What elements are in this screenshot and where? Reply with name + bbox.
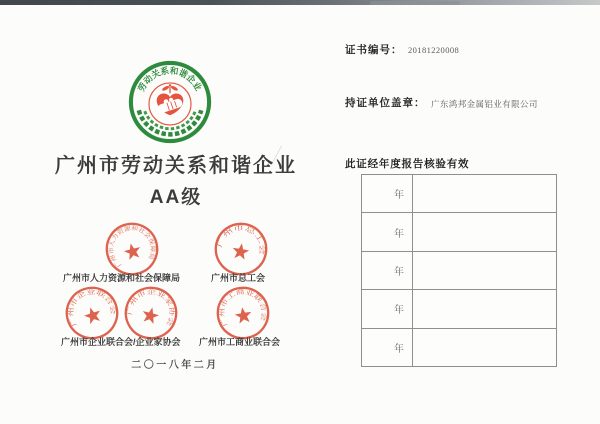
verification-cell xyxy=(413,213,556,250)
issue-date: 二〇一八年二月 xyxy=(131,360,219,371)
certificate-grade: AA级 xyxy=(149,187,203,208)
year-cell: 年 xyxy=(362,252,413,289)
issuer-label-trade-union: 广州市总工会 xyxy=(211,273,266,283)
sprout-leaf-left xyxy=(161,85,169,92)
seal-ring-text: 广州市总工会 xyxy=(214,223,268,252)
table-row xyxy=(362,213,556,251)
table-row xyxy=(362,175,556,213)
verification-cell xyxy=(413,329,556,366)
svg-text:广州市工商业联合会 xyxy=(213,283,271,330)
issuer-label-hr-bureau: 广州市人力资源和社会保障局 xyxy=(63,273,181,283)
seal-star-icon xyxy=(82,305,103,325)
holder-company-name: 广东鸿邦金属铝业有限公司 xyxy=(431,99,538,109)
table-row xyxy=(362,252,556,290)
verification-cell xyxy=(413,252,556,289)
verification-cell xyxy=(413,175,556,212)
verification-cell xyxy=(413,290,556,327)
seal-star-icon xyxy=(123,241,143,260)
cert-number-label: 证书编号： xyxy=(345,44,403,56)
seal-ring-text: 广州市企业联合会 xyxy=(67,289,116,328)
seal-star-icon xyxy=(231,242,250,260)
scan-edge-dark-patch xyxy=(370,1,460,5)
seal-star-icon xyxy=(234,306,253,324)
seal-ring-text: 广州市工商业联合会 xyxy=(219,289,268,328)
issuer-label-enterprise-associations: 广州市企业联合会/企业家协会 xyxy=(61,337,181,347)
sprout-leaf-right xyxy=(170,85,178,92)
issuer-label-industry-commerce: 广州市工商业联合会 xyxy=(199,337,281,347)
emblem-arc-text: 劳动关系和谐企业 xyxy=(135,65,204,94)
harmonious-enterprise-emblem-icon xyxy=(126,58,214,146)
certificate-title: 广州市劳动关系和谐企业 xyxy=(55,155,297,177)
table-row xyxy=(362,329,556,366)
seal-star-icon xyxy=(141,305,161,324)
year-cell: 年 xyxy=(362,329,413,366)
year-cell: 年 xyxy=(362,213,413,250)
seal-ring-text: 广州市人力资源和社会保障局 xyxy=(108,225,155,268)
year-cell: 年 xyxy=(362,290,413,327)
scan-edge-artifact xyxy=(0,0,600,5)
seal-ring-text: 广州市企业家协会 xyxy=(126,289,175,325)
table-row xyxy=(362,290,556,328)
sprout-bud xyxy=(169,84,172,87)
annual-verification-note: 此证经年度报告核验有效 xyxy=(345,158,470,170)
cert-number-value: 20181220008 xyxy=(408,45,460,55)
annual-verification-table xyxy=(361,174,557,367)
year-cell: 年 xyxy=(362,175,413,212)
holder-stamp-label: 持证单位盖章： xyxy=(345,97,426,109)
